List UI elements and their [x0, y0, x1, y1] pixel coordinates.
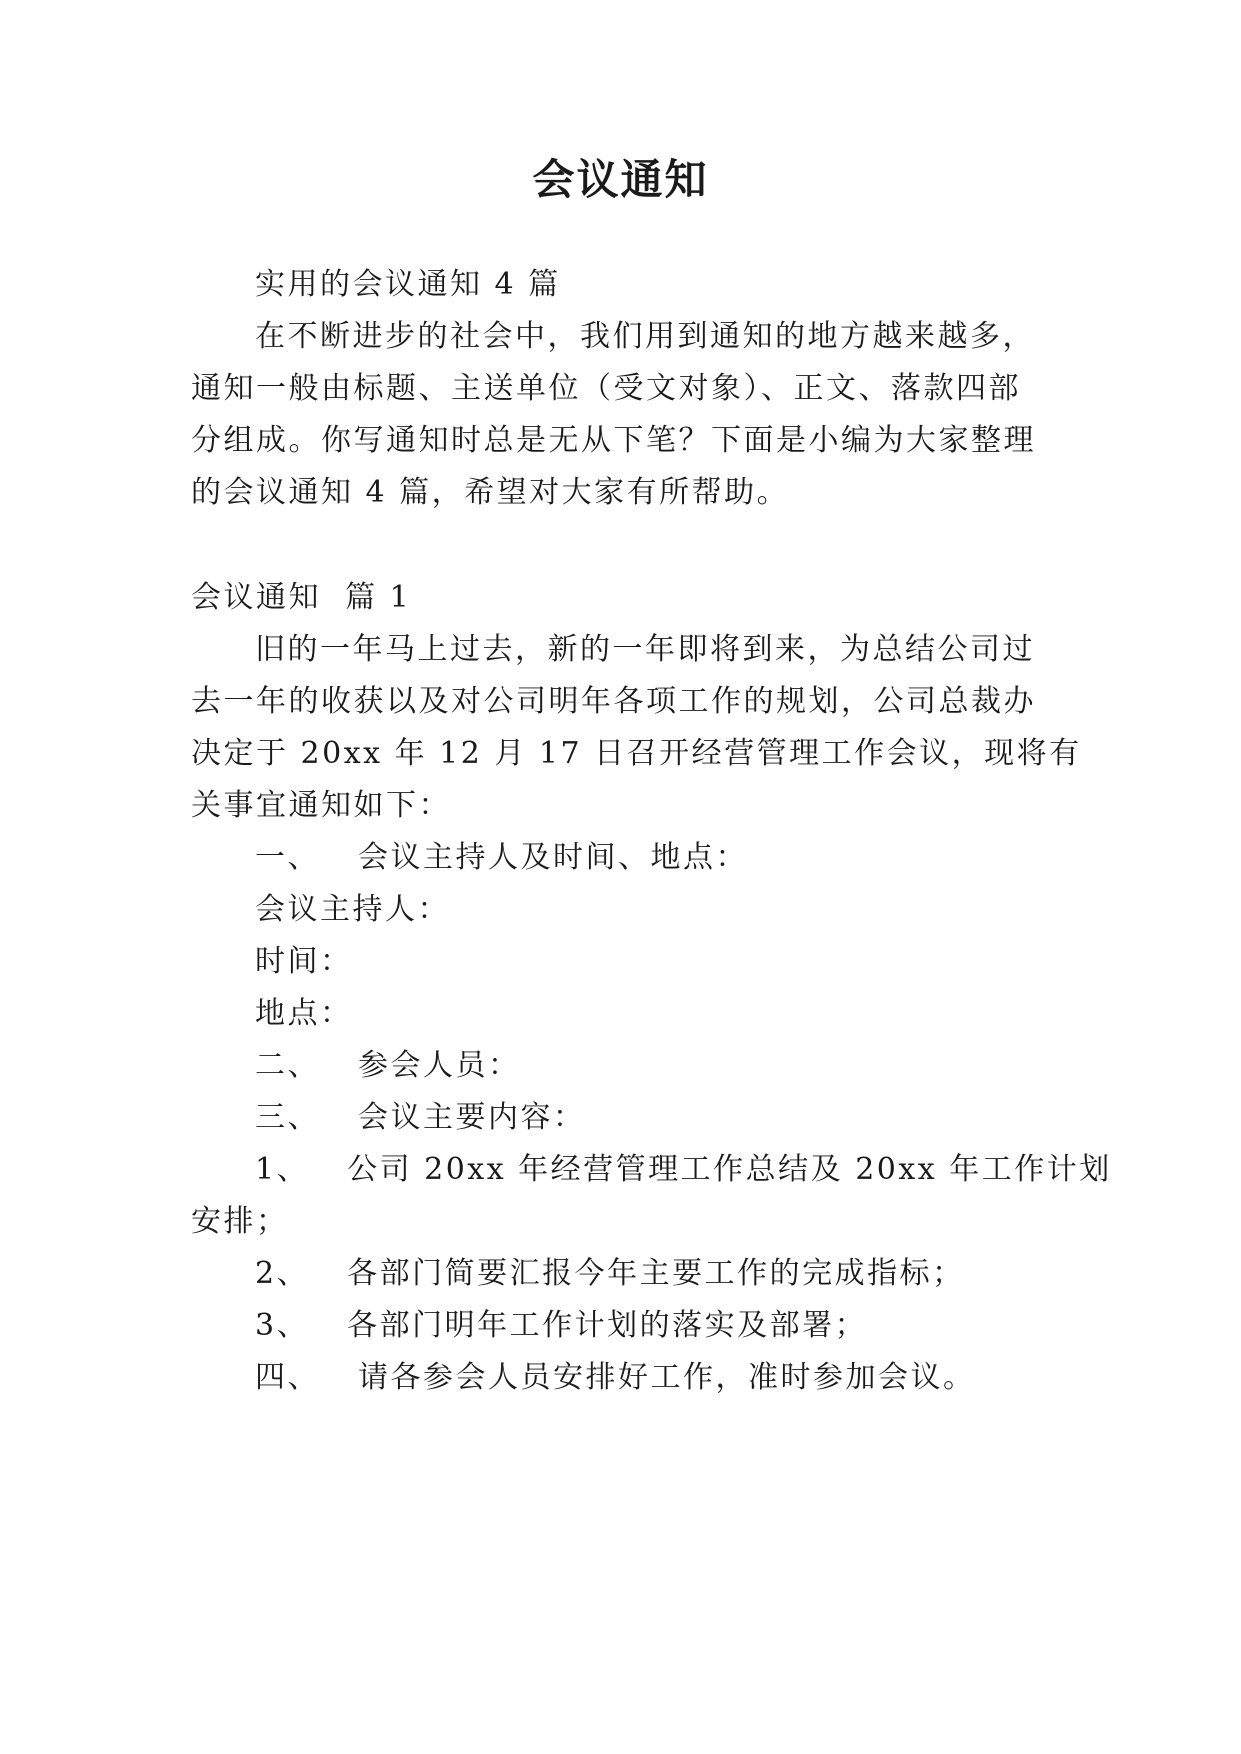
sub-item-1-continuation: 安排； [191, 1204, 289, 1239]
sub-item-2 [255, 1254, 965, 1294]
time-label: 时间： [255, 944, 353, 979]
sub-item-text: 各部门简要汇报今年主要工作的完成指标； [347, 1256, 965, 1291]
intro-paragraph-line: 分组成。你写通知时总是无从下笔？下面是小编为大家整理 [191, 423, 1036, 458]
intro-heading: 实用的会议通知 4 篇 [255, 267, 561, 302]
intro-paragraph-line: 通知一般由标题、主送单位（受文对象）、正文、落款四部 [191, 371, 1021, 406]
sub-item-marker: 2、 [255, 1256, 310, 1291]
list-marker: 四、 [255, 1360, 320, 1395]
list-item-text: 会议主持人及时间、地点： [358, 840, 748, 875]
section-paragraph-line: 决定于 20xx 年 12 月 17 日召开经营管理工作会议，现将有 [191, 736, 1082, 771]
sub-item-marker: 3、 [255, 1308, 310, 1343]
section-paragraph-line: 去一年的收获以及对公司明年各项工作的规划，公司总裁办 [191, 684, 1036, 719]
page-title: 会议通知 [532, 155, 709, 204]
list-marker: 一、 [255, 840, 320, 875]
place-label: 地点： [255, 996, 353, 1031]
intro-paragraph-line: 的会议通知 4 篇，希望对大家有所帮助。 [191, 475, 790, 510]
list-marker: 三、 [255, 1100, 320, 1135]
list-item-4 [255, 1358, 976, 1398]
list-item-3 [255, 1098, 586, 1138]
sub-item-text: 公司 20xx 年经营管理工作总结及 20xx 年工作计划 [347, 1152, 1112, 1187]
host-label: 会议主持人： [255, 892, 450, 927]
sub-item-marker: 1、 [255, 1152, 310, 1187]
list-item-1 [255, 838, 748, 878]
section-paragraph-line: 旧的一年马上过去，新的一年即将到来，为总结公司过 [255, 632, 1035, 667]
list-item-text: 请各参会人员安排好工作，准时参加会议。 [358, 1360, 976, 1395]
intro-paragraph-line: 在不断进步的社会中，我们用到通知的地方越来越多， [255, 319, 1035, 354]
list-item-2 [255, 1046, 521, 1086]
list-item-text: 会议主要内容： [358, 1100, 586, 1135]
sub-item-text: 各部门明年工作计划的落实及部署； [347, 1308, 868, 1343]
list-marker: 二、 [255, 1048, 320, 1083]
sub-item-3 [255, 1306, 867, 1346]
section-paragraph-line: 关事宜通知如下： [191, 788, 451, 823]
section-heading: 会议通知 篇 1 [191, 580, 412, 615]
sub-item-1 [255, 1150, 1112, 1190]
list-item-text: 参会人员： [358, 1048, 521, 1083]
